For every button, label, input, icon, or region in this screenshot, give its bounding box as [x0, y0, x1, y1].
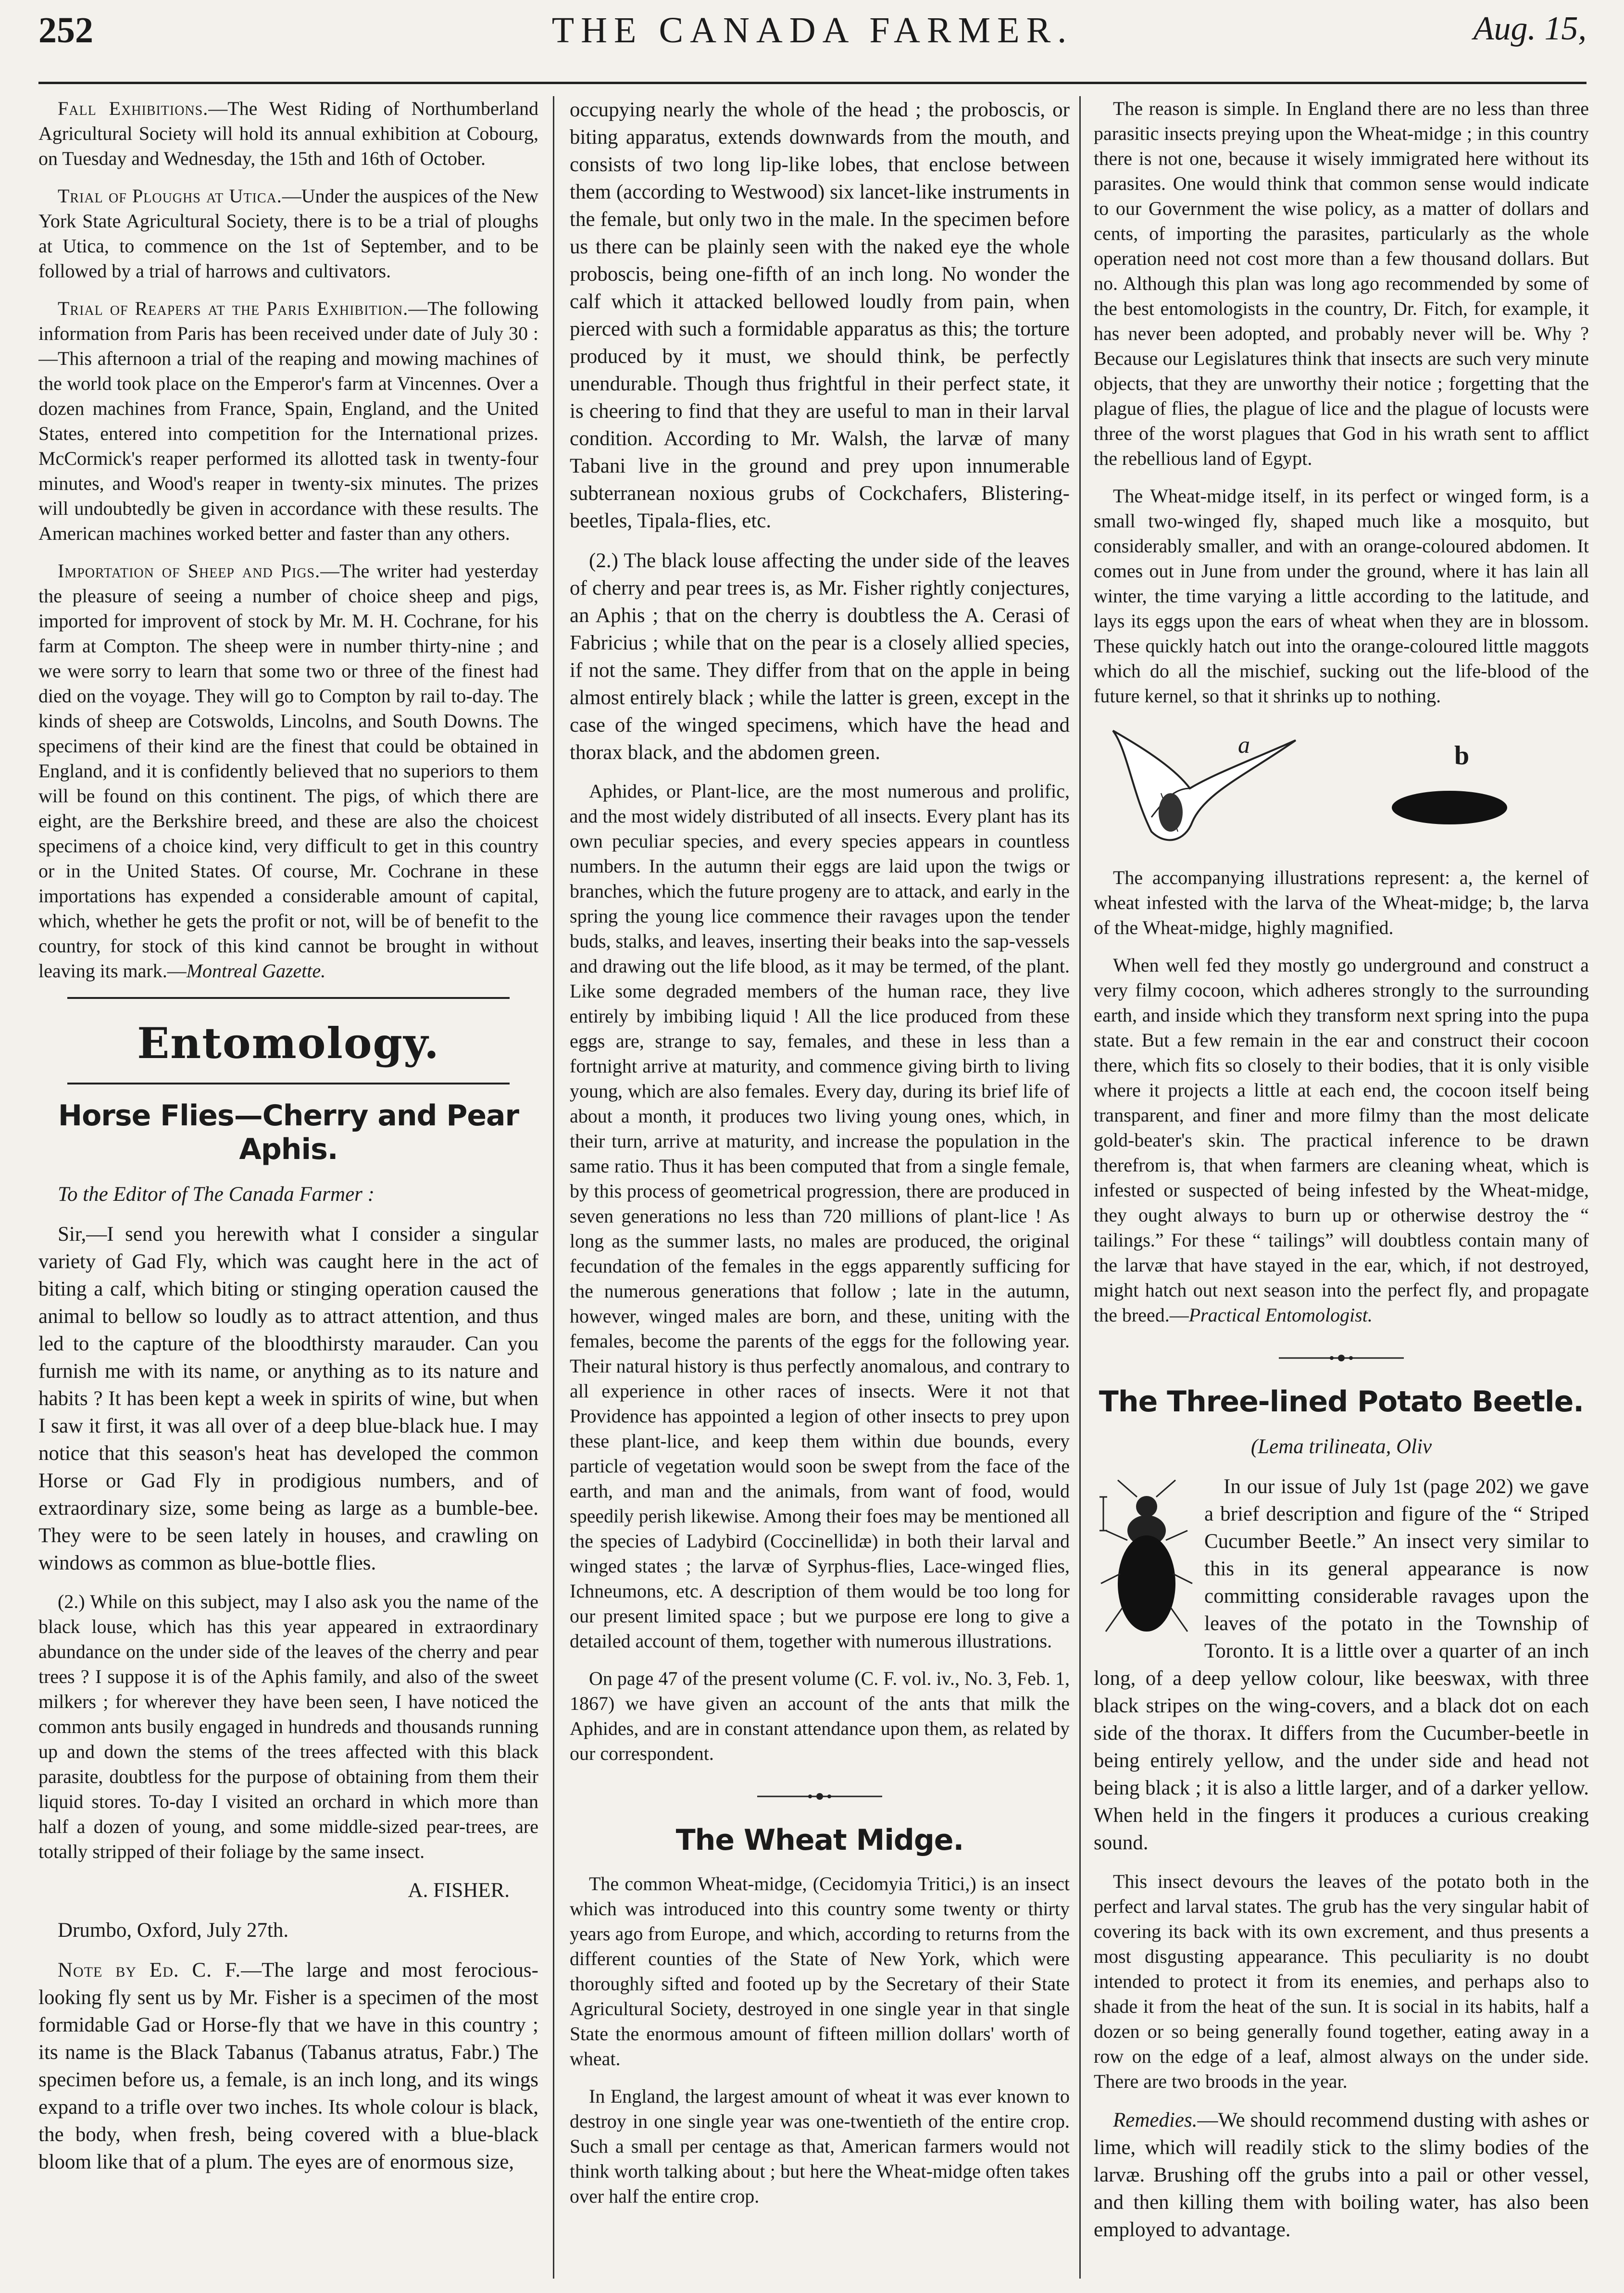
- article-source: Practical Entomologist.: [1188, 1304, 1373, 1326]
- letter-address: To the Editor of The Canada Farmer :: [58, 1183, 375, 1206]
- article-title-potato-beetle: The Three-lined Potato Beetle.: [1099, 1385, 1584, 1419]
- editor-note-heading: Note by Ed. C. F.: [58, 1959, 241, 1981]
- letter-paragraph: (2.) While on this subject, may I also ask you the name of the black louse, which has this year appeared in extraordinary abundance on the under side of the leaves of the cherry and pear trees ? I suppose it is of the Aphis family, and also of the sweet milkers ; for wherever they have been seen, I have noticed the common ants busily engaged in hundreds and thousands running up and down the stems of the trees affected with this black parasite, doubtless for the purpose of obtaining from them their liquid stores. To-day I visited an orchard in which more than half a dozen of young, and some middle-sized pear-trees, are totally stripped of their foliage by the same insect.: [38, 1591, 538, 1862]
- section-divider-ornament: [1094, 1345, 1589, 1368]
- article-paragraph: In England, the largest amount of wheat it was ever known to destroy in one single year was one-twentieth of the entire crop. Such a small per centage as that, American farmers would not think worth talking about ; but here the Wheat-midge often takes over half the entire crop.: [570, 2085, 1070, 2207]
- remedies-heading: Remedies.: [1113, 2109, 1198, 2131]
- article-paragraph: occupying nearly the whole of the head ; the proboscis, or biting apparatus, extends downwards from the mouth, and consists of two long lip-like lobes, that enclose between them (according to Westwood) six lancet-like instruments in the female, but only two in the male. In the specimen before us there can be plainly seen with the naked eye the whole proboscis, being one-fifth of an inch long. No wonder the calf which it attacked bellowed loudly from pain, when pierced with such a formidable apparatus as this; the torture produced by it must, we should think, be perfectly unendurable. Though thus frightful in their perfect state, it is cheering to find that they are useful to man in their larval condition. According to Mr. Walsh, the larvæ of many Tabani live in the ground and prey upon innumerable subterranean noxious grubs of Cockchafers, Blistering-beetles, Tipala-flies, etc.: [570, 99, 1070, 532]
- news-item-heading: Trial of Ploughs at Utica.: [58, 185, 282, 207]
- column-rule: [1079, 96, 1081, 2279]
- news-item-body: —Under the auspices of the New York State Agricultural Society, there is to be a trial of ploughs at Utica, to commence on the 1st of September, and to be followed by a trial of harrows and cultivators.: [38, 185, 538, 282]
- letter-signature: A. FISHER.: [408, 1879, 510, 1902]
- news-item-heading: Trial of Reapers at the Paris Exhibition.: [58, 298, 409, 319]
- section-rule: [67, 997, 510, 999]
- figure-caption: The accompanying illustrations represent: a, the kernel of wheat infested with the larva of the Wheat-midge; b, the larva of the Wheat-midge, highly magnified.: [1094, 867, 1589, 938]
- figure-label-b: b: [1454, 741, 1470, 771]
- letter-dateline: Drumbo, Oxford, July 27th.: [58, 1919, 289, 1942]
- article-paragraph: Aphides, or Plant-lice, are the most numerous and prolific, and the most widely distributed of all insects. Every plant has its own peculiar species, and every species appears in countless numbers. In the autumn their eggs are laid upon the twigs or branches, which the future progeny are to attack, and early in the spring the young lice commence their ravages upon the tender buds, stalks, and leaves, inserting their beaks into the sap-vessels and drawing out the life blood, as it may be termed, of the plant. Like some degraded members of the human race, they live entirely by imbibing liquid ! All the lice produced from these eggs are, strange to say, females, and these in less than a fortnight arrive at maturity, and commence giving birth to living young, which are also females. Every day, during its brief life of about a month, it produces two living young ones, which, in their turn, arrive at maturity, and increase the population in the same ratio. Thus it has been computed that from a single female, by this process of geometrical progression, there are produced in seven generations no less than 720 millions of plant-lice ! As long as the summer lasts, no males are produced, the original fecundation of the females in the eggs apparently sufficing for the numerous generations that follow ; late in the autumn, however, winged males are born, and these, uniting with the females, become the parents of the eggs for the following year. Their natural history is thus perfectly anomalous, and contrary to all experience in other races of insects. Were it not that Providence has appointed a legion of other insects to prey upon these plant-lice, and keep them within due bounds, every particle of vegetation would soon be swept from the face of the earth, and man and the animals, from want of food, would speedily perish likewise. Among their foes may be mentioned all the species of Ladybird (Coccinellidæ) in both their larval and winged states ; the larvæ of Syrphus-flies, Lace-winged flies, Ichneumons, etc. A description of them would be too long for our present limited space ; but we purpose ere long to give a detailed account of them, together with numerous illustrations.: [570, 780, 1070, 1652]
- article-subtitle: (Lema trilineata, Oliv: [1250, 1435, 1432, 1458]
- article-paragraph: The Wheat-midge itself, in its perfect or winged form, is a small two-winged fly, shaped much like a mosquito, but considerably smaller, and with an orange-coloured abdomen. It comes out in June from under the ground, where it has lain all winter, the time varying a little according to the latitude, and lays its eggs upon the ears of wheat when they are in blossom. These quickly hatch out into the orange-coloured little maggots which do all the mischief, sucking out the life-blood of the future kernel, so that it shrinks up to nothing.: [1094, 485, 1589, 707]
- letter-paragraph: Sir,—I send you herewith what I consider a singular variety of Gad Fly, which was caught here in the act of biting a calf, which biting or stinging operation caused the animal to bellow so loudly as to attract attention, and thus led to the capture of the bloodthirsty marauder. Can you furnish me with its name, or anything as to its nature and habits ? It has been kept a week in spirits of wine, but when I saw it first, it was all over of a deep blue-black hue. I may notice that this season's heat has developed the common Horse or Gad Fly in prodigious numbers, and of extraordinary size, some being as large as a bumble-bee. They were to be seen lately in houses, and crawling on windows as common as blue-bottle flies.: [38, 1223, 538, 1574]
- editor-note-body: —The large and most ferocious-looking fly sent us by Mr. Fisher is a specimen of the most formidable Gad or Horse-fly that we have in this country ; its name is the Black Tabanus (Tabanus atratus, Fabr.) The specimen before us, a female, is an inch long, and its wings expand to a trifle over two inches. Its whole colour is black, the body, when fresh, being covered with a blue-black bloom like that of a plum. The eyes are of enormous size,: [38, 1959, 538, 2173]
- news-item-fall-exhibitions: [38, 96, 538, 171]
- article-paragraph: The common Wheat-midge, (Cecidomyia Tritici,) is an insect which was introduced into this country some twenty or thirty years ago from Europe, and which, according to returns from the different counties of the State of New York, which were thoroughly sifted and footed up by the Secretary of their State Agricultural Society, destroyed in one single year in that single State the enormous amount of fifteen million dollars' worth of wheat.: [570, 1873, 1070, 2069]
- news-item-reapers: [38, 296, 538, 546]
- page-number: 252: [38, 10, 93, 50]
- newspaper-title: THE CANADA FARMER.: [551, 10, 1074, 50]
- remedies-body: —We should recommend dusting with ashes or lime, which will readily stick to the slimy bodies of the larvæ. Brushing off the grubs into a pail or other vessel, and then killing them with boiling water, has also been employed to advantage.: [1094, 2109, 1589, 2241]
- news-item-body: —The West Riding of Northumberland Agricultural Society will hold its annual exhibition at Cobourg, on Tuesday and Wednesday, the 15th and 16th of October.: [38, 98, 538, 169]
- news-item-sheep-pigs: [38, 559, 538, 984]
- section-rule: [67, 1083, 510, 1084]
- column-rule: [553, 96, 554, 2279]
- wheat-midge-figure: [1094, 721, 1574, 851]
- header-rule: [38, 82, 1587, 84]
- column-3: [1094, 96, 1589, 2279]
- column-2: [570, 96, 1070, 2279]
- news-item-heading: Importation of Sheep and Pigs.: [58, 560, 321, 582]
- article-paragraph: [1094, 953, 1589, 1328]
- ornament-rule-icon: [1279, 1353, 1404, 1363]
- news-item-source: Montreal Gazette.: [186, 960, 326, 982]
- issue-date: Aug. 15,: [1473, 10, 1587, 47]
- article-paragraph: [1094, 2106, 1589, 2243]
- ornament-rule-icon: [757, 1792, 882, 1801]
- wheat-kernel-illustration: [1094, 721, 1574, 851]
- article-paragraph: The reason is simple. In England there are no less than three parasitic insects preying upon the Wheat-midge ; in this country there is not one, because it wisely immigrated here without its parasites. One would think that common sense would indicate to our Government the wise policy, as a matter of dollars and cents, of importing the parasites, particularly as the whole operation need not cost more than a few thousand dollars. But no. Although this plan was long ago recommended by some of the best entomologists in the country, Dr. Fitch, for example, it has never been adopted, and probably never will be. Why ? Because our Legislatures think that insects are such very minute objects, that they are unworthy their notice ; forgetting that the plague of flies, the plague of lice and the plague of locusts were three of the worst plagues that God in his wrath sent to afflict the rebellious land of Egypt.: [1094, 98, 1589, 469]
- article-title-wheat-midge: The Wheat Midge.: [675, 1823, 964, 1857]
- article-title-horse-flies: Horse Flies—Cherry and Pear Aphis.: [58, 1099, 519, 1166]
- figure-label-a: a: [1238, 731, 1250, 758]
- masthead: [38, 10, 1587, 62]
- section-heading: Entomology.: [137, 1018, 440, 1068]
- news-item-body: —The following information from Paris has been received under date of July 30 :—This afternoon a trial of the reaping and mowing machines of the world took place on the Emperor's farm at Vincennes. Over a dozen machines from France, Spain, England, and the United States, entered into competition for the International prizes. McCormick's reaper performed its allotted task in twenty-four minutes, and Wood's reaper in twenty-six minutes. The prizes will undoubtedly be given in accordance with these results. The American machines worked better and faster than any others.: [38, 298, 538, 544]
- section-divider-ornament: [570, 1783, 1070, 1806]
- column-1: [38, 96, 538, 2279]
- article-paragraph: In our issue of July 1st (page 202) we gave a brief description and figure of the “ Striped Cucumber Beetle.” An insect very similar to this in its general appearance is now committing considerable ravages upon the leaves of the potato in the Township of Toronto. It is a little over a quarter of an inch long, of a deep yellow colour, like beeswax, with three black stripes on the wing-covers, and a black dot on each side of the thorax. It differs from the Cucumber-beetle in being entirely yellow, and the under side and head not being black ; it is also a little larger, and of a darker yellow. When held in the fingers it produces a curious creaking sound.: [1094, 1475, 1589, 1854]
- article-paragraph-body: When well fed they mostly go underground and construct a very filmy cocoon, which adheres strongly to the surrounding earth, and inside which they transform next spring into the pupa state. But a few remain in the ear and construct their cocoon there, which fits so closely to their bodies, that it is only visible where it projects a little at each end, the cocoon itself being transparent, and finer and more filmy than the most delicate gold-beater's skin. The practical inference to be drawn therefrom is, that when farmers are cleaning wheat, which is infested or suspected of being infested by the Wheat-midge, they ought always to burn up or otherwise destroy the “ tailings.” For these “ tailings” will doubtless contain many of the larvæ that have stayed in the ear, which, if not destroyed, might hatch out next season into the perfect fly, and propagate the breed.—: [1094, 954, 1589, 1326]
- article-paragraph: On page 47 of the present volume (C. F. vol. iv., No. 3, Feb. 1, 1867) we have given an account of the ants that milk the Aphides, and are in constant attendance upon them, as related by our correspondent.: [570, 1668, 1070, 1764]
- editor-note: [38, 1957, 538, 2176]
- news-item-heading: Fall Exhibitions.: [58, 98, 209, 119]
- article-paragraph: (2.) The black louse affecting the under side of the leaves of cherry and pear trees is, as Mr. Fisher rightly conjectures, an Aphis ; that on the cherry is doubtless the A. Cerasi of Fabricius ; while that on the pear is a closely allied species, if not the same. They differ from that on the apple in being almost entirely black ; while the latter is green, except in the case of the winged specimens, which have the head and thorax black, and the abdomen green.: [570, 549, 1070, 764]
- news-item-ploughs: [38, 184, 538, 284]
- news-item-body: —The writer had yesterday the pleasure of seeing a number of choice sheep and pigs, imported for improvent of stock by Mr. M. H. Cochrane, for his farm at Compton. The sheep were in number thirty-nine ; and we were sorry to learn that some two or three of the finest had died on the voyage. They will go to Compton by rail to-day. The kinds of sheep are Cotswolds, Lincolns, and South Downs. The specimens of their kind are the finest that could be obtained in England, and it is confidently believed that no superiors to them will be found on this continent. The pigs, of which there are eight, are the Berkshire breed, and these are also the choicest specimens of a choice kind, very difficult to get in this country or in the United States. Of course, Mr. Cochrane in these importations has expended a considerable amount of capital, which, whether he gets the profit or not, will be of benefit to the country, for stock of this kind cannot be brought in without leaving its mark.—: [38, 560, 538, 982]
- potato-beetle-illustration: [1094, 1478, 1195, 1651]
- article-paragraph: This insect devours the leaves of the potato both in the perfect and larval states. The grub has the very singular habit of covering its back with its own excrement, and thus presents a most disgusting appearance. This peculiarity is no doubt intended to protect it from its enemies, and perhaps also to shade it from the heat of the sun. It is social in its habits, half a dozen or so being generally found together, eating away in a row on the edge of a leaf, almost always on the under side. There are two broods in the year.: [1094, 1870, 1589, 2092]
- beetle-icon: [1094, 1478, 1195, 1651]
